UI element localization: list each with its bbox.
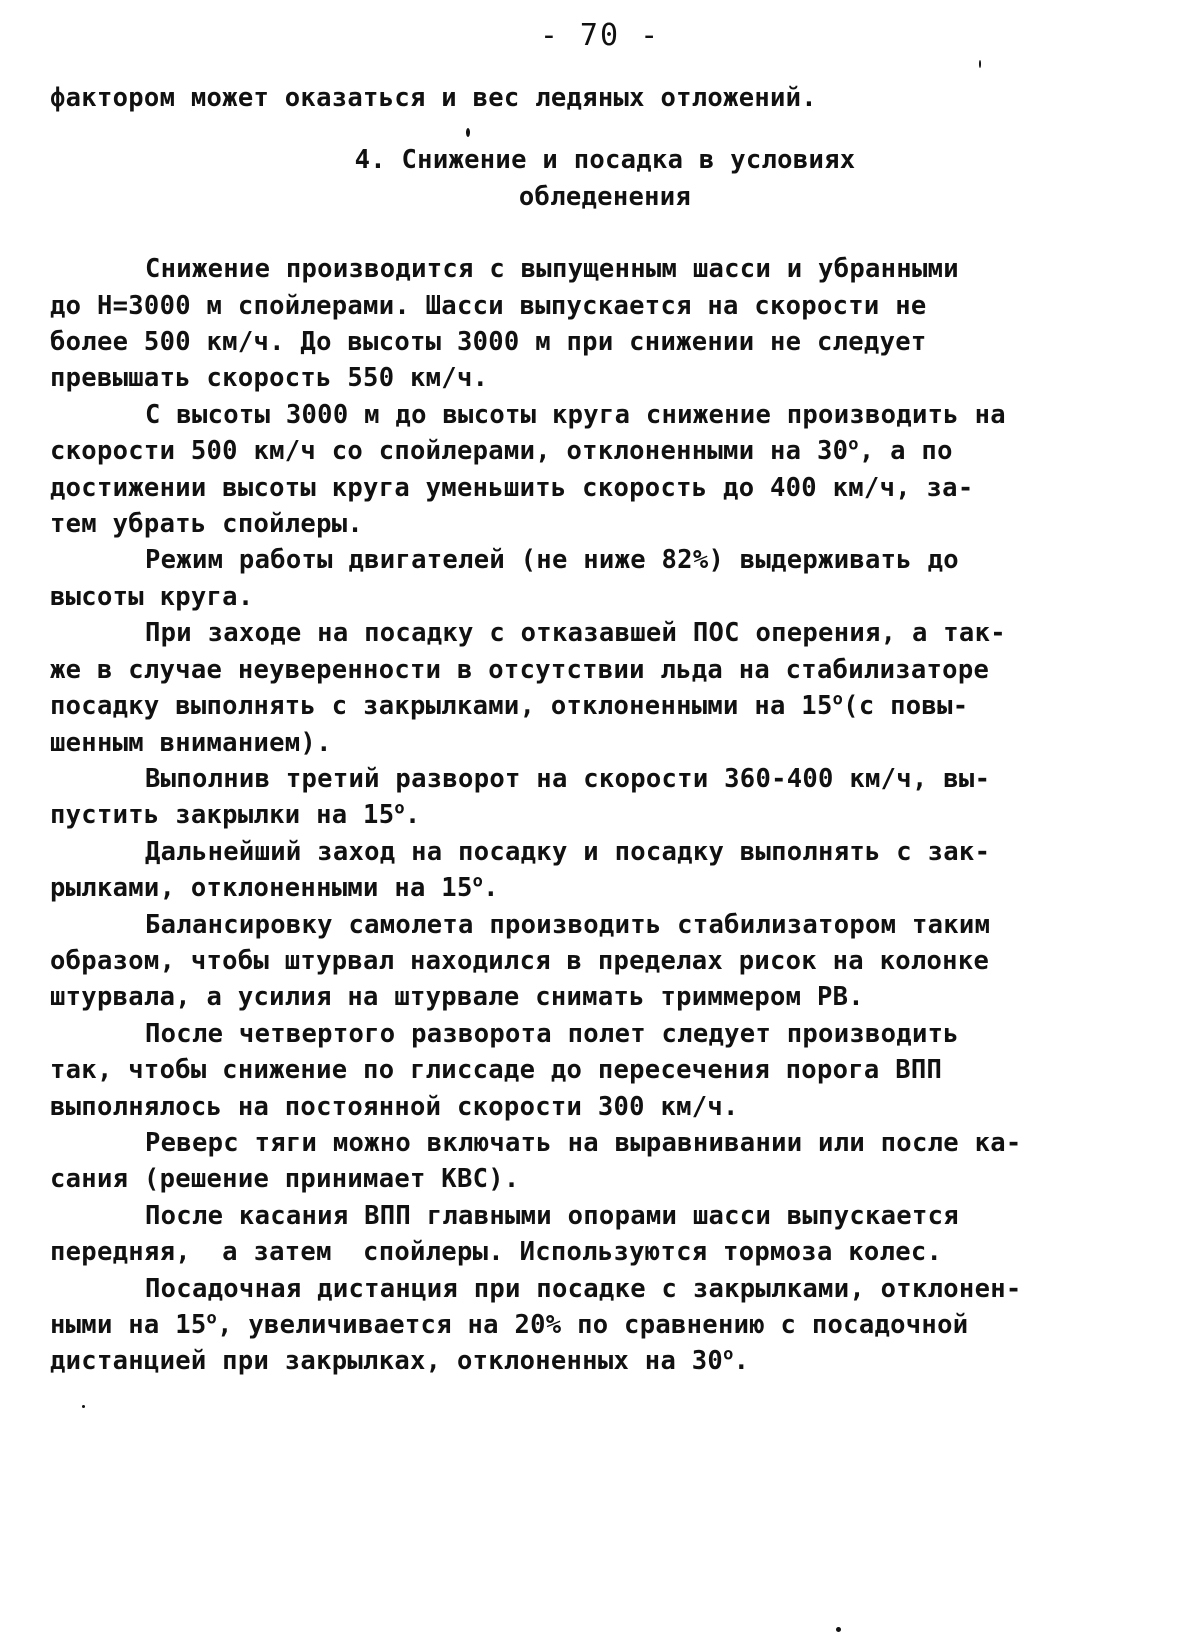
page-number: - 70 - bbox=[539, 18, 661, 53]
scan-speck bbox=[466, 128, 470, 137]
section-title-line-1: 4. Снижение и посадка в условиях bbox=[354, 145, 856, 176]
text-segment: рылками, отклоненными на 15 bbox=[50, 873, 473, 904]
text-line: Балансировку самолета производить стабилизатором таким bbox=[145, 909, 991, 940]
degree-superscript: о bbox=[848, 434, 859, 455]
paragraph bbox=[50, 1016, 1160, 1125]
paragraph bbox=[50, 907, 1160, 1016]
text-line: При заходе на посадку с отказавшей ПОС оперения, а так- bbox=[145, 618, 1006, 649]
text-line: Дальнейший заход на посадку и посадку выполнять с зак- bbox=[145, 836, 991, 867]
paragraph bbox=[50, 397, 1160, 543]
text-segment: . bbox=[404, 800, 421, 831]
text-line: превышать скорость 550 км/ч. bbox=[50, 363, 489, 394]
section-heading bbox=[50, 142, 1160, 215]
degree-superscript: о bbox=[472, 871, 484, 892]
text-segment: скорости 500 км/ч со спойлерами, отклоненными на 30 bbox=[50, 436, 849, 467]
text-line: С высоты 3000 м до высоты круга снижение производить на bbox=[145, 399, 1006, 430]
paragraph bbox=[50, 251, 1160, 397]
scan-speck bbox=[979, 60, 981, 68]
text-line: шенным вниманием). bbox=[50, 727, 332, 758]
text-line: высоты круга. bbox=[50, 581, 254, 612]
paragraph bbox=[50, 834, 1160, 907]
paragraph bbox=[50, 1271, 1160, 1380]
text-line: сания (решение принимает КВС). bbox=[50, 1164, 520, 1195]
text-line bbox=[50, 433, 1160, 469]
text-segment: пустить закрылки на 15 bbox=[50, 800, 395, 831]
text-segment: , а по bbox=[858, 436, 953, 467]
text-line bbox=[50, 1343, 1160, 1379]
degree-superscript: о bbox=[832, 689, 844, 710]
text-line: достижении высоты круга уменьшить скорость до 400 км/ч, за- bbox=[50, 472, 974, 503]
text-line bbox=[50, 688, 1160, 724]
paragraphs bbox=[50, 251, 1160, 1380]
text-segment: посадку выполнять с закрылками, отклоненными на 15 bbox=[50, 691, 833, 722]
text-line: После четвертого разворота полет следует производить bbox=[145, 1018, 959, 1049]
scan-speck bbox=[82, 1405, 85, 1408]
text-line: Снижение производится с выпущенным шасси и убранными bbox=[145, 254, 959, 285]
degree-superscript: о bbox=[206, 1308, 218, 1329]
scan-speck bbox=[836, 1627, 841, 1632]
degree-superscript: о bbox=[394, 798, 405, 819]
paragraph bbox=[50, 615, 1160, 761]
intro-line: фактором может оказаться и вес ледяных отложений. bbox=[50, 83, 817, 113]
text-segment: , увеличивается на 20% по сравнению с посадочной bbox=[217, 1310, 969, 1340]
paragraph bbox=[50, 542, 1160, 615]
text-line: штурвала, а усилия на штурвале снимать триммером РВ. bbox=[50, 982, 864, 1013]
text-line: Реверс тяги можно включать на выравнивании или после ка- bbox=[145, 1127, 1022, 1158]
section-title-line-2: обледенения bbox=[518, 181, 692, 212]
text-line: тем убрать спойлеры. bbox=[50, 509, 364, 540]
text-line: более 500 км/ч. До высоты 3000 м при снижении не следует bbox=[50, 327, 927, 358]
text-line: же в случае неуверенности в отсутствии льда на стабилизаторе bbox=[50, 654, 990, 685]
text-line: Посадочная дистанция при посадке с закрылками, отклонен- bbox=[145, 1273, 1022, 1304]
text-line: Режим работы двигателей (не ниже 82%) выдерживать до bbox=[145, 545, 959, 576]
text-line: до Н=3000 м спойлерами. Шасси выпускается на скорости не bbox=[50, 290, 927, 321]
text-segment: (с повы- bbox=[843, 691, 969, 722]
text-line bbox=[50, 1307, 1160, 1343]
text-line: После касания ВПП главными опорами шасси выпускается bbox=[145, 1200, 959, 1231]
text-segment: ными на 15 bbox=[50, 1310, 207, 1340]
paragraph bbox=[50, 1198, 1160, 1271]
text-line bbox=[50, 797, 1160, 833]
text-line: так, чтобы снижение по глиссаде до пересечения порога ВПП bbox=[50, 1055, 943, 1086]
text-segment: . bbox=[483, 873, 499, 904]
text-line: выполнялось на постоянной скорости 300 км/ч. bbox=[50, 1091, 739, 1122]
text-segment: . bbox=[733, 1346, 750, 1377]
text-line: Выполнив третий разворот на скорости 360-400 км/ч, вы- bbox=[145, 763, 991, 794]
text-line bbox=[50, 870, 1160, 906]
document-body bbox=[50, 80, 1160, 1380]
paragraph bbox=[50, 1125, 1160, 1198]
text-segment: дистанцией при закрылках, отклоненных на 30 bbox=[50, 1346, 724, 1377]
text-line: образом, чтобы штурвал находился в пределах рисок на колонке bbox=[50, 945, 990, 976]
paragraph bbox=[50, 761, 1160, 834]
text-line: передняя, а затем спойлеры. Используются тормоза колес. bbox=[50, 1237, 943, 1268]
degree-superscript: о bbox=[723, 1344, 734, 1365]
